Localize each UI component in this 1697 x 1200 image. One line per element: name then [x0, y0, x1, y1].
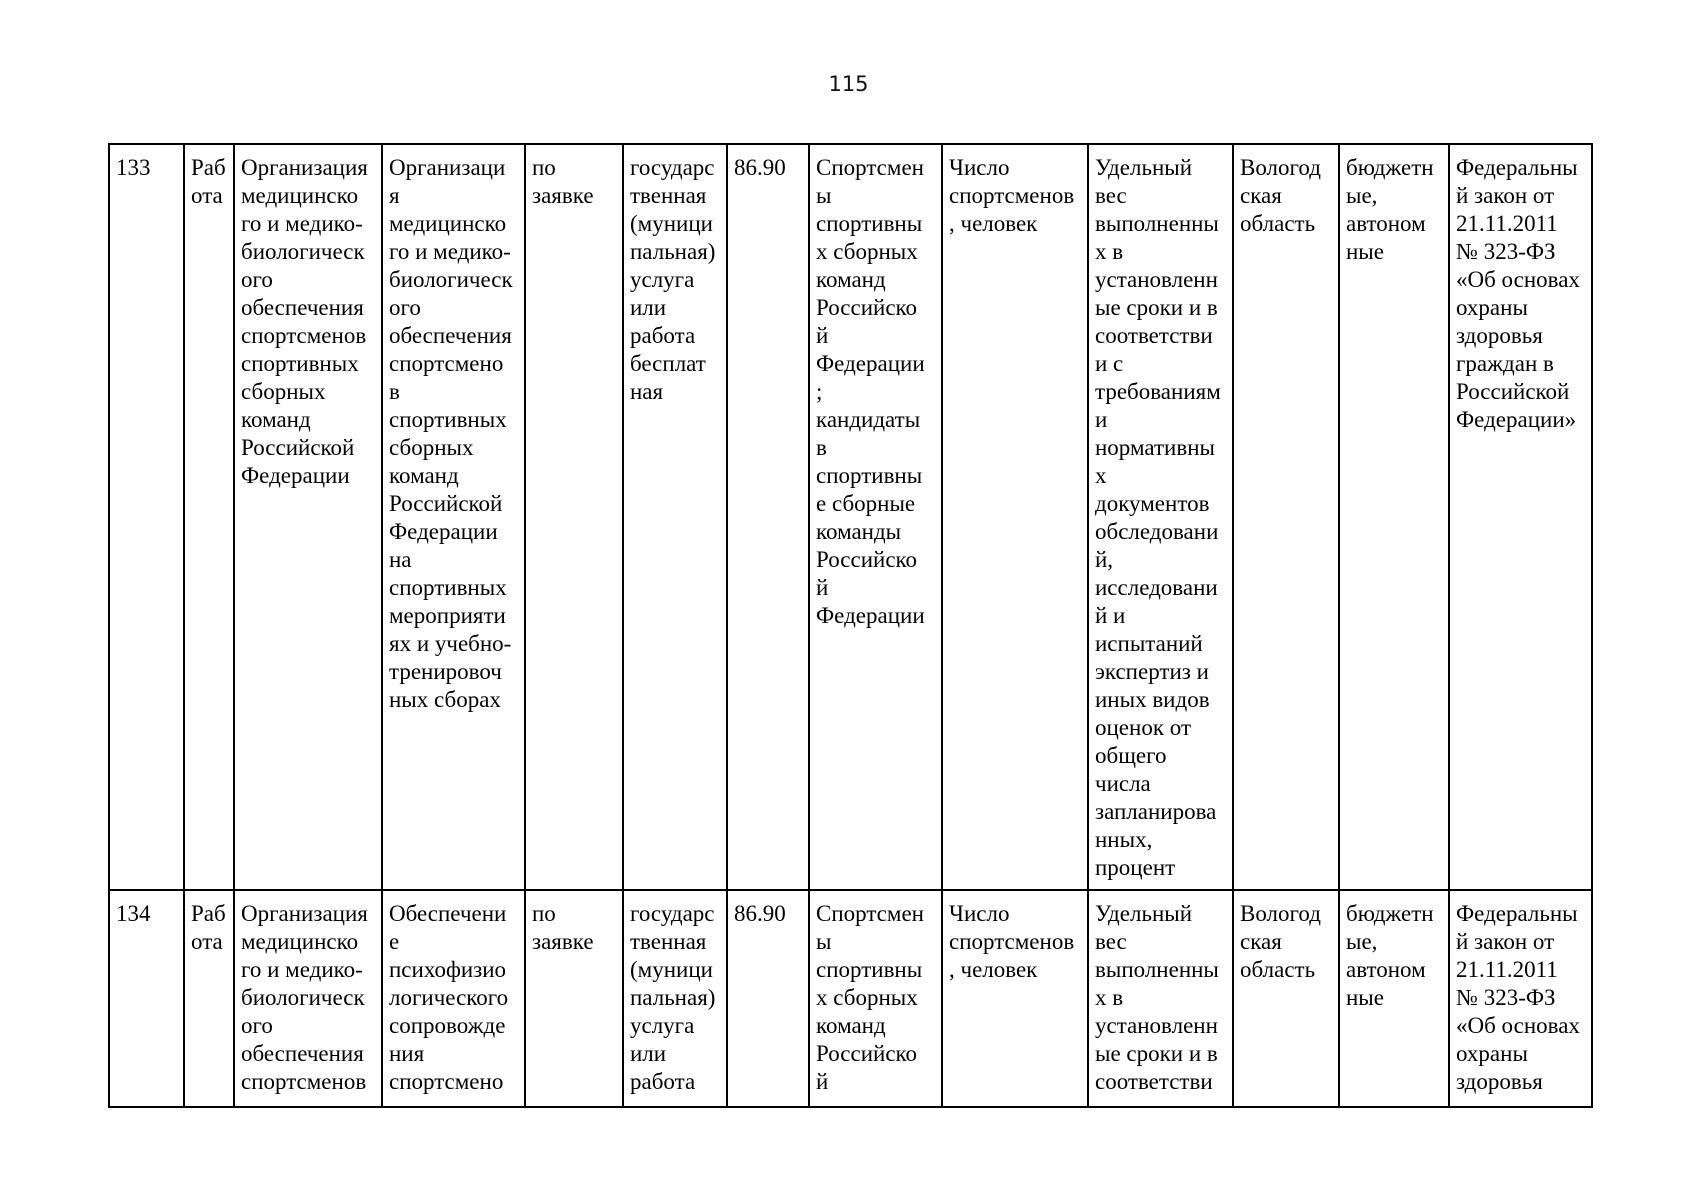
content-cell: Обеспечени е психофизио логического сопровожде ния спортсмено [382, 890, 525, 1107]
volume-indicator-cell: Число спортсменов , человек [942, 144, 1088, 890]
consumers-cell: Спортсмен ы спортивны х сборных команд Российско й [809, 890, 942, 1107]
quality-indicator-cell: Удельный вес выполненны х в установленн ые сроки и в соответстви [1088, 890, 1233, 1107]
legal-basis-cell: Федеральны й закон от 21.11.2011 № 323-ФЗ «Об основах охраны здоровья [1449, 890, 1592, 1107]
condition-cell: по заявке [525, 144, 623, 890]
registry-table [108, 143, 1593, 1108]
page-number: 115 [828, 72, 869, 96]
institution-type-cell: бюджетн ые, автоном ные [1339, 144, 1449, 890]
service-name-cell: Организация медицинско го и медико- биологическ ого обеспечения спортсменов [234, 890, 382, 1107]
table-row [109, 144, 1592, 890]
volume-indicator-cell: Число спортсменов , человек [942, 890, 1088, 1107]
row-number-cell: 134 [109, 890, 184, 1107]
content-cell: Организаци я медицинско го и медико- биологическ ого обеспечения спортсмено в спортивных сборных команд Российской Федерации на спортивных мероприяти ях и учебно- тренировоч ных сборах [382, 144, 525, 890]
type-cell: Раб ота [184, 890, 234, 1107]
row-number-cell: 133 [109, 144, 184, 890]
service-name-cell: Организация медицинско го и медико- биологическ ого обеспечения спортсменов спортивных сборных команд Российской Федерации [234, 144, 382, 890]
okved-cell: 86.90 [727, 890, 809, 1107]
type-cell: Раб ота [184, 144, 234, 890]
region-cell: Вологод ская область [1233, 144, 1339, 890]
institution-type-cell: бюджетн ые, автоном ные [1339, 890, 1449, 1107]
legal-basis-cell: Федеральны й закон от 21.11.2011 № 323-ФЗ «Об основах охраны здоровья граждан в Российской Федерации» [1449, 144, 1592, 890]
table-row [109, 890, 1592, 1107]
service-kind-cell: государс твенная (муници пальная) услуга или работа [623, 890, 727, 1107]
region-cell: Вологод ская область [1233, 890, 1339, 1107]
okved-cell: 86.90 [727, 144, 809, 890]
service-kind-cell: государс твенная (муници пальная) услуга или работа бесплат ная [623, 144, 727, 890]
condition-cell: по заявке [525, 890, 623, 1107]
consumers-cell: Спортсмен ы спортивны х сборных команд Российско й Федерации ; кандидаты в спортивны е сборные команды Российско й Федерации [809, 144, 942, 890]
quality-indicator-cell: Удельный вес выполненны х в установленн ые сроки и в соответстви и с требованиям и нормативны х документов обследовани й, исследовани й и испытаний экспертиз и иных видов оценок от общего числа запланирова нных, процент [1088, 144, 1233, 890]
